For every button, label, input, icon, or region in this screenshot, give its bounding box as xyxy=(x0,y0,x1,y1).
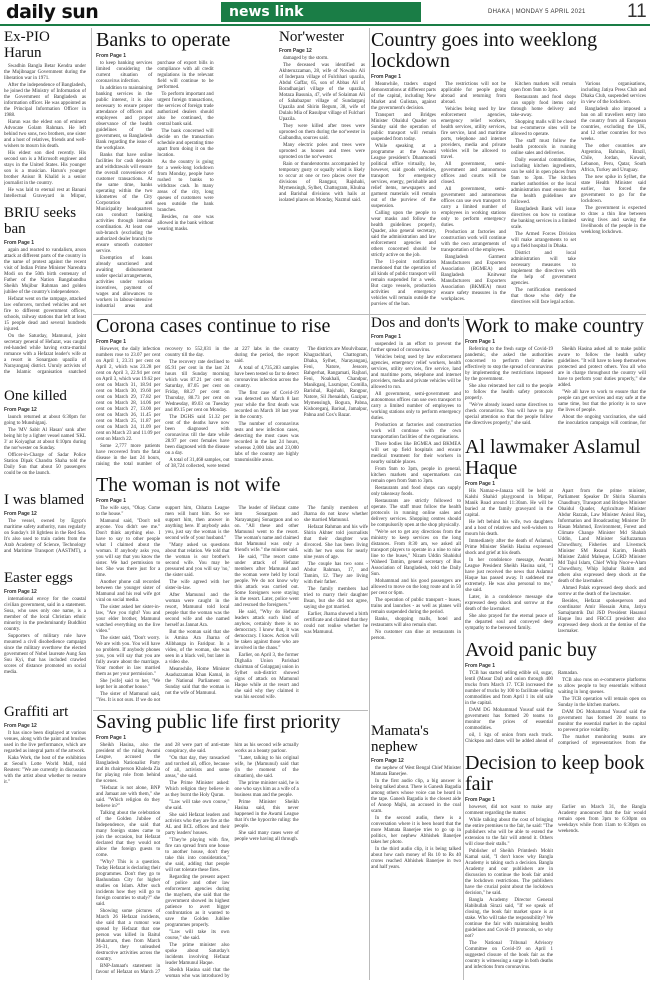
article-paragraph: The 'MV Sabit Al Hasan' sank after being hit by a lighter vessel named 'SKL 3' at Koiyaghat at about 6:10pm during the nor'wester on Sunday. xyxy=(4,427,86,451)
article-paragraph: In addition to maintaining banking services in the public interest, it is also necessary to ensure proper attendance of officers and employees and proper observance of the health guidelines of the government, so Bangladesh Bank regarding the issue of the workplace. xyxy=(96,86,153,151)
article-paragraph: She also prayed for the eternal peace of the departed soul and conveyed deep sympathy to the bereaved family. xyxy=(465,614,553,631)
article-paragraph: Banks that have online facilities for cash deposits and withdrawals will ensure the overall convenience of customer transactions. At the same time, banks operating within the two kilometres of the City Corporation and Municipality headquarters can conduct banking activities through internal coordination. At least one sub-branch (excluding the authorized dealer branch) to ensure smooth customer service. xyxy=(96,153,153,254)
article-paragraph: The restrictions will not be applicable for people going abroad and returning from abroad. xyxy=(441,82,506,105)
article-paragraph: Hefazat went on the rampage, attacked law enforcers, torched vehicles and set fire to different government offices, schools, railway stations that left at least 15 people dead and several hundreds injured. xyxy=(4,296,86,332)
article-paragraph: The couple has two sons - Abdur Rahman, 17, and Tamim, 12. They are living with their father. xyxy=(303,562,368,585)
article-paragraph: He said, "The resort came under attack of Hefazat members after Mamunul and the woman were held by local people. We do not know why this attack was carried out. Some foreigners were staying in the resort. Later, police went and rescued the foreigners." xyxy=(234,555,299,608)
article-paragraph: Meanwhile, traders staged demonstrations at different parts of the capital, including New Market and Gulistan, against the government's decision. xyxy=(371,82,436,111)
section-banner: news link xyxy=(221,2,421,22)
article-headline: Mamata's nephew xyxy=(371,724,429,755)
article-paragraph: She [wife] said to her, "We kept her in another house." xyxy=(96,679,161,690)
article-paragraph: To perform important and urgent foreign transactions, the services of foreign trade authorized dealers should also be continued, the central bank said. xyxy=(157,92,214,127)
article-paragraph: to keep banking services limited considering the current situation of coronavirus infection. xyxy=(96,61,153,84)
jump-label: From Page 1 xyxy=(465,481,496,487)
page-number: 11 xyxy=(627,1,647,22)
article-paragraph: Rain or thunderstorms accompanied by temporary gusty or squally wind is likely to occur at one or two places over the divisions of Rangpur, Rajshahi, Mymensingh, Sylhet, Chattogram, Khulna and Barishal divisions with hails at isolated places on Monday, Nazmul said. xyxy=(279,161,365,203)
column-rule xyxy=(369,28,370,980)
article-headline: Ex-PIO Harun xyxy=(4,30,50,61)
article-paragraph: After the independence of Bangladesh, he joined the Ministry of Information of the Government of Bangladesh as information officer. He was appointed as the Principal Information Officer in 1988. xyxy=(4,82,86,118)
article-body xyxy=(371,82,646,312)
article-body xyxy=(4,731,86,980)
jump-label: From Page 1 xyxy=(465,339,496,345)
article-graffiti xyxy=(4,705,86,980)
jump-label: From Page 12 xyxy=(4,406,37,413)
article-headline: Nor'wester xyxy=(279,30,345,45)
article-paragraph: Production at factories and construction work will continue with the own arrangements of transportation of the employees. xyxy=(441,230,506,253)
article-paragraph: Sheikh Hasina said that the woman who was introduced by him as his second wife actually works as a beauty parlour. xyxy=(165,743,299,979)
article-paragraph: Shopping malls will be closed but e-commerce sites will be allowed to operate. xyxy=(511,120,576,137)
article-paragraph: however, did not want to make any comment regarding the matter. xyxy=(465,805,553,816)
article-headline: I was blamed xyxy=(4,493,84,508)
article-paragraph: She also reiterated her call to the people to follow the health safety protocols properly. xyxy=(465,384,553,401)
article-headline: One killed xyxy=(4,389,67,404)
article-paragraph: Production at factories and construction work will continue with the own transportation facilities of the organisations. xyxy=(371,422,461,440)
article-easter-eggs xyxy=(4,571,86,701)
article-paragraph: Vehicles being used by law enforcement agencies, emergency relief workers, health services, utility services, fire service, land and maritime ports, telephone and internet providers, media and private vehicles will be allowed to travel. xyxy=(441,107,506,160)
article-paragraph: TCB also runs on e-commerce platforms to allow people to buy essentials without waiting in long queues. xyxy=(558,678,646,695)
article-paragraph: Prime Minister Sheikh Hasina said, this never happened in the Awami League that it's the hypocrite ruling: the people. xyxy=(234,800,299,829)
article-paragraph: "We've already issued some directives to check coronavirus. You will have to pay special attention so that the people follow the directives properly," she said. xyxy=(465,403,553,426)
article-corona xyxy=(96,316,368,472)
article-paragraph: Meanwhile, Home Minister Asaduzzaman Khan Kamal, in the National Parliament on Sunday said that the woman is not the wife of Mamunul. xyxy=(165,667,230,696)
article-paragraph: The government is expected to draw a thin line between saving lives and saving the livelihoods of the people in the weeklong lockdown. xyxy=(581,206,646,235)
article-paragraph: From 9am to 3pm, people in general, kitchen markets and supermarkets can remain open from 9am to 3pm. xyxy=(371,466,461,484)
newspaper-logo: daily sun xyxy=(6,1,99,23)
article-paragraph: BNP-Jamaat's statement in favour of Hefazat on March 27 and 28 were part of anti-state conspiracy, she said. xyxy=(96,743,230,975)
article-paragraph: The family members of Jharna do not know whether she married Mamunul. xyxy=(303,506,368,523)
article-paragraph: DAM DG Mohammad Yousuf said the government has formed 20 teams to monitor the essential market in the capital to prevent price volatility. xyxy=(558,710,646,733)
article-panic-buy xyxy=(465,640,646,750)
jump-label: From Page 1 xyxy=(371,333,402,340)
article-paragraph: She said Hefazat leaders and activists who they are fire at the AL and BCL offices and their party leaders' houses. xyxy=(165,813,230,836)
article-norwester xyxy=(279,30,365,314)
article-headline: Dos and don'ts xyxy=(371,316,460,331)
article-body xyxy=(96,506,368,709)
article-body xyxy=(4,519,86,565)
article-paragraph: Bangladesh Garment Manufacturers and Exporters Association (BGMEA) and Bangladesh Knitwear Manufacturers and Exporters Association (BKMEA) must ensure safety measures in the workplaces. xyxy=(441,255,506,302)
article-paragraph: He was laid to eternal rest at Banani Intellectual Graveyard in Mirpur, xyxy=(4,187,86,199)
jump-label: From Page 1 xyxy=(371,74,402,80)
article-paragraph: His Namaz-e-Janaza will be held at Kalshi Shahid playground in Mirpur, Manik Road around 11:30am. He will be buried at the family graveyard in the capital. xyxy=(465,489,553,518)
article-paragraph: Hefazat Rahman and his wife Shirin Akhter told journalists that their daughter was divorced. She has been living with her two sons for nearly nine years of age. xyxy=(303,525,368,560)
article-paragraph: The 11-point notification mentioned that the operation of all kinds of public transport will remain suspended for a week. But cargo vessels, production activities and emergency vehicles will remain outside the purview of the ban. xyxy=(371,260,436,307)
article-paragraph: oil, 1 kgs of onion from each truck. Chickpea and dates will be added ahead of Ramadan. xyxy=(465,671,579,744)
article-mamata xyxy=(371,724,461,980)
article-paragraph: Later, in a condolence message she expressed deep shock and sorrow at the death of the lawmaker. xyxy=(465,595,553,612)
jump-label: From Page 1 xyxy=(96,735,127,741)
article-headline: The woman is not wife xyxy=(96,475,281,496)
article-paragraph: international envoy for the coastal civilian government, said in a statement. Sosa, who uses only one name, is a member of the local Christian ethnic minority in the predominantly Buddhist country. xyxy=(4,596,86,632)
article-paragraph: All government, semi-government and autonomous offices can use own transport to carry a limited number of employees to working stations only to perform emergency duties. xyxy=(371,391,461,421)
article-paragraph: About the ongoing vaccination, she said the inoculation campaign will continue, for xyxy=(558,415,646,426)
article-paragraph: The deceased was identified as Akhteruzzaman, 28, wife of Nowabu Ali of Inderpara village of Fulchhari upazila, Abdul Gaffar, 65, son of Abbas Ali of Boradhanjari village of the upazila, Motaza Basunia, 47, wife of Solaiman Ali of Sahabazpur village of Sundarganj Upazila and Shirin Begum, 38, wife of Dulalu Mia of Rasulpur village of Fulchari Upazila. xyxy=(279,62,365,122)
article-headline: Easter eggs xyxy=(4,571,73,586)
article-paragraph: The districts are Moulvibazar, Khagrachhari, Chattogram, Dhaka, Sylhet, Narayanganj, Feni, Natore, Jessore, Bahgerhat, Rangamati, Rajbari, Feni, Noakhali, Chandpur, Manikganj, Laxmipur, Comilla, Barishal, Rajshahi, Rangpur, Natore, Sil Jhenaidah, Gazipur, Mymensingh, Bogura, Pabna, Kishoreganj, Barisal, Jamalpur, Pabna and Cox's Bazar. xyxy=(303,347,368,418)
article-paragraph: Publisher of Sheikh Printdesh Mohit Kamal said, "I don't know why Bangla Academy is taking such a decision. Bangla Academy and our publishers are in discussion to continue the book fair amid the lockdown restrictions. The publishers have the crucial point about the lockdown decision," he said. xyxy=(465,849,553,896)
jump-label: From Page 1 xyxy=(96,339,127,345)
article-paragraph: In the third audio clip, it is being talked about how cash money of Rs 10 to Rs 40 crores reached Abhishek Banerjee in two and half years. xyxy=(371,846,461,870)
article-paragraph: All government, semi-government and autonomous offices can use own transport to carry a limited number of employees in working stations only to perform emergency duties. xyxy=(441,187,506,228)
article-paragraph: Sheikh Hasina asked all to make public aware to follow the health safety guidelines. "It will have to keep themselves protected and protect others. You all who are in charge throughout the country will have to perform your duties properly," she added. xyxy=(558,347,646,388)
article-body xyxy=(371,342,461,721)
article-body xyxy=(96,743,368,980)
article-paragraph: The sister asked her sister-in-law, "Are you right? You and your elder brother, Mamunul watched everything on the live video." xyxy=(96,605,161,634)
article-paragraph: The first case of Covid-19 was detected on March 8 last year while the first death was recorded on March 18 last year in the country. xyxy=(234,391,299,420)
article-paragraph: Kaka Work, the host of the exhibition at Seoul's Lotte World Mall, told Reuters: "We are currently in discussion with the artist about whether to restore it." xyxy=(4,755,86,785)
article-paragraph: She said many cases were of people were having all through. xyxy=(234,831,299,842)
article-paragraph: "Hefazat is not alone, BNP and Jamaat are with them," she said. "Which religion do they believe in?" xyxy=(96,786,161,809)
jump-label: From Page 12 xyxy=(4,588,37,595)
header-rule xyxy=(0,24,650,26)
article-book-fair xyxy=(465,753,646,980)
article-paragraph: Earlier on March 31, the Bangla Academy announced that the fair would remain open from 3pm to 6:30pm on weekdays while from 11am to 6:30pm on weekends. xyxy=(558,805,646,834)
article-paragraph: The wife agreed with her sister-in-law. xyxy=(165,580,230,591)
jump-label: From Page 1 xyxy=(465,797,496,803)
article-paragraph: Regarding the present aspect of police and other law enforcement agencies during the mayhem, she said that the government showed its highest patience to avert bigger confrontation as it wanted to save the Golden Jubilee programmes properly. xyxy=(165,875,230,928)
article-paragraph: Some 2,777 more patients have recovered from the fatal disease in the last 24 hours, raising the total number of recovery to 552,031 in the country till the day. xyxy=(96,347,230,467)
article-paragraph: The sister of Mamunul said, "Yes. It is not ours. If we do not support him, Chhatra League men will hunt him. So we support him, then answer in anything here. If anybody asks you, just say the woman is the second wife of your husband." xyxy=(96,506,230,703)
article-headline: Work to make country xyxy=(465,316,644,337)
article-paragraph: Restaurants and food shops can supply only takeaway foods. xyxy=(371,485,461,497)
article-lockdown xyxy=(371,30,646,312)
article-paragraph: The leader of Hefazat came into Sonargaon and Narayanganj Sonargaon and so on. "All these and other Mamunul went to the resort. The woman's name and claimed that Mamunul was only a friend's wife." the minister said. xyxy=(234,506,299,553)
article-paragraph: The vessel, owned by Egypt's maritime safety authority, runs regularly on Sunday's 18 lightless in the Red Sea. It's also used to train cadets from the Arab Academy of Science, Technology and Maritime Transport (AASTMT), a xyxy=(4,518,86,554)
article-paragraph: No customer can dine at restaurants in person. xyxy=(371,629,461,641)
article-paragraph: Referring to the fresh surge of Covid-19 pandemic, she asked the authorities concerned to perform their duties effectively to stop the spread of coronavirus by implementing the restrictions imposed by the government. xyxy=(465,347,553,382)
article-paragraph: His eldest son died recently. His second son is a Microsoft engineer and stays in the United States. His younger son is a musician. Harun's younger brother Anisur R Khalid is a senior journalist in the country. xyxy=(4,150,86,186)
article-paragraph: Another phone call recorded between the younger sister of Mamunul and his real wife got viral on social media. xyxy=(96,580,161,603)
article-woman xyxy=(96,475,368,709)
article-body xyxy=(279,56,365,314)
article-dos-donts xyxy=(371,316,461,721)
article-paragraph: "Law will take own course," she said. xyxy=(165,800,230,811)
article-work-nation xyxy=(465,316,646,434)
article-headline: Graffiti art xyxy=(4,705,69,720)
article-body xyxy=(465,671,646,750)
article-headline: Avoid panic buy xyxy=(465,640,597,661)
article-body xyxy=(371,766,461,980)
article-paragraph: Restaurants and food shops can supply food items only through home delivery and take-away. xyxy=(511,95,576,118)
article-paragraph: It has since been displayed at various venues, along with the paint and brushes used in the live performance, which are regarded as integral parts of the artwork. xyxy=(4,730,86,754)
article-headline: Saving public life first priority xyxy=(96,712,341,733)
article-paragraph: After Mamunul and the woman were caught in the resort, Mamunul told local people that the woman was the second wife and she named herself as Jannat Ara. xyxy=(165,593,230,628)
jump-label: From Page 12 xyxy=(4,510,37,517)
article-paragraph: The prime minister also spoke about Saturday's incidents involving Hefazat leader Mamunul Haque. xyxy=(165,943,230,966)
article-body xyxy=(4,64,86,202)
article-paragraph: While speaking at a programme at the Awami League president's Dhanmondi political office virtually, he, however, said goods vehicles, transport for emergency services, energy, perishable and relief items, newspapers and garment materials will remain out of the purview of the suspension. xyxy=(371,144,436,209)
article-banks xyxy=(96,30,275,314)
dateline: DHAKA | MONDAY 5 APRIL 2021 xyxy=(488,9,586,15)
article-headline: Al lawmaker Aslamul Haque xyxy=(465,437,641,479)
article-body xyxy=(465,347,646,434)
article-paragraph: "Why? This is a question. Today Hefazat is declaring their programmes. Don't they go to Bashundara City for higher studies on Islam. After such incidents how they will go to foreign countries to study?" she said. xyxy=(96,860,161,907)
jump-label: From Page 12 xyxy=(279,47,312,54)
article-paragraph: In the second audio, there is a conversation where it is been heard that the more Mamata Banerjee tries to go up in politics, her nephew Abhishek Banerjee takes her photo. xyxy=(371,815,461,845)
article-paragraph: Various organisations, including Jatiya Press Club and Dhaka Club, suspended services in view of the lockdown. xyxy=(581,82,646,105)
article-paragraph: The Armed Forces Division will make arrangements to set up a field hospital in Dhaka. xyxy=(511,232,576,249)
article-headline: Corona cases continue to rise xyxy=(96,316,331,337)
article-paragraph: He left behind his wife, two daughters and a host of relatives and well-wishers to mourn his death. xyxy=(465,520,553,537)
article-paragraph: Mamunul said, "Don't tell anyone. You didn't see me." Don't think anything else. I have to say to other people what I claimed about the woman. If anybody asks you, you will say that you know the sister. We had permission to her. She was there just for a time. xyxy=(96,519,161,578)
article-body xyxy=(465,805,646,980)
article-paragraph: The Prime Minister asked: Which religion they believe in as they burnt the Holy Quran. xyxy=(165,781,230,798)
article-paragraph: Kitchen markets will remain open from 9am to 3pm. xyxy=(511,82,576,93)
article-paragraph: Daily essential commodities, including kitchen ingredients, can be sold in open places from 9am to 3pm. The kitchen market authorities or the local administration must ensure that the health guidelines are followed. xyxy=(511,158,576,205)
article-paragraph: A total of 4,735,283 samples have been tested so far to detect coronavirus infection across the country. xyxy=(234,366,299,389)
article-paragraph: The notification mentioned that those who defy the directives will face legal action. xyxy=(511,288,576,305)
article-paragraph: TCB has started selling edible oil, sugar, lentil (Masur Dal) and onion through 400 trucks from March 17. TCB increased the number of trucks by 100 to facilitate selling commodities and from April 1 its old sale in the capital. xyxy=(465,671,553,706)
article-saving-life xyxy=(96,712,368,980)
article-paragraph: Calling upon the people to wear masks and follow the health guidelines properly, Quader, also general secretary, said the administration and law enforcement agencies and others concerned should be strictly active on the job. xyxy=(371,211,436,258)
article-paragraph: Besides, no one was allowed in the bank without wearing masks. xyxy=(157,215,214,232)
article-paragraph: The staff must follow the health protocols in running online sales and deliveries. xyxy=(511,139,576,156)
article-paragraph: Sheikh Hasina, also the president of the ruling Awami League, accused the Bangladesh Nationalist Party and its chairperson Khaleda Zia for playing role from behind the scenes. xyxy=(96,743,161,784)
article-body xyxy=(4,248,86,385)
article-paragraph: Bangladesh also imposed a ban on all travellers entry into the country from all European countries, excluding the UK, and 12 other countries for two weeks. xyxy=(581,107,646,142)
article-paragraph: On the Saturday, Mamunul, joint secretary general of Hefazat, was caught red-handed while having extra-marital romance with a Hefazat leader's wife at a resort in Sonargaon upazila of Narayanganj district. Unruly activists of the Islamic organisation snatched xyxy=(4,333,86,375)
article-headline: Banks to operate xyxy=(96,30,231,51)
article-paragraph: The operation of public transport - buses, trains and launches - as well as planes will remain suspended during the period. xyxy=(371,597,461,615)
article-paragraph: Many electric poles and trees were uprooted as houses and trees were uprooted on the nor'wester. xyxy=(279,142,365,160)
article-paragraph: Earlier, Jharna showed a birth certificate and claimed that they could not realise whether he was Mamunul. xyxy=(303,612,368,635)
article-paragraph: Harun was the eldest son of eminent Advocate Golam Rahman. He left behind two sons, two brothers, one sister and a host of relatives, friends and well-wishers to mourn his death. xyxy=(4,119,86,149)
article-paragraph: suspended in an effort to prevent the further spread of coronavirus. xyxy=(371,341,461,353)
article-paragraph: Vehicles being used by law enforcement agencies, emergency relief workers, health services, utility services, fire service, land and maritime ports, telephone and internet providers, media and private vehicles will be allowed to run. xyxy=(371,354,461,390)
article-paragraph: The DGHS said 51.32 per cent of the deaths have now been diagnosed with coronavirus till the date while 28.97 per cent females have been diagnosed with the disease on a day. xyxy=(165,415,230,456)
article-paragraph: The number of coronavirus tests and new infection cases, detecting the most cases was recorded in the last 24 hours, whereas 2,000 labs and 23,000 labs of the country are highly transmissible areas. xyxy=(234,422,299,463)
article-paragraph: damaged by the storm. xyxy=(283,55,329,61)
article-paragraph: "They're playing with fire, fire can spread from one house to another house, don't they take this into consideration," she said, adding that people will not tolerate these fires. xyxy=(165,838,230,873)
column-rule xyxy=(463,316,464,980)
article-paragraph: Banks, shopping malls, hotel and restaurants will also remain shut. xyxy=(371,616,461,628)
article-paragraph: The sister said, "Don't worry. We are with you. You will have no problem. If anybody phones you, you will say that you are fully aware about the marriage. Your mother in law married them as per your permission." xyxy=(96,636,161,677)
article-briu xyxy=(4,206,86,385)
jump-label: From Page 1 xyxy=(96,498,127,504)
article-paragraph: In her condolence message, Awami League President Sheikh Hasina said, "I have just received the news that Aslamul Haque has passed away. It saddened me extremely. He was also personal to me," she said. xyxy=(465,558,553,593)
section-rule xyxy=(93,314,646,315)
article-paragraph: "Many asked us questions about that relation. We told that the woman is our brother's second wife. You may be pressured and you will say 'no,' the sister said. xyxy=(165,543,230,578)
article-paragraph: As the country is going for a week-long lockdown from Monday, people have rushed to banks to withdraw cash. In many areas of the city, long queues of customers were seen outside the bank branches. xyxy=(157,160,214,213)
article-paragraph: However, the daily infection numbers rose to 23.07 per cent on April 1, 23.31 per cent on April 2, which was 23.28 per cent on April 3, 22.94 per cent on April 3, which was 19.62 per cent on March 31, 18.94 per cent on March 30, 19.60 per cent on March 29, 17.82 per cent on March 28, 14.06 per cent on March 27, 13.00 per cent on March 26, 11.45 per cent on March 25, 11.87 per cent on March 24, 11.09 per cent on March 23 and 11.09 per cent on March 22. xyxy=(96,347,161,442)
article-paragraph: The National Tribunal Advisory Committee on Covid-19 on April 1 suggested closure of the book fair as the country is witnessing a surge in both deaths and infections from coronavirus. xyxy=(465,941,553,970)
article-body xyxy=(96,61,275,314)
article-paragraph: The prime minister said, he is one who says him as a wife of a business man and the people. xyxy=(234,781,299,798)
article-paragraph: The family members had tried to marry their daughter Ihsan, but she did not agree, saying she got married. xyxy=(303,587,368,610)
article-paragraph: Transport and Bridges Minister Obaidul Quader on Sunday said the operation of public transport will remain suspended from today. xyxy=(371,113,436,142)
article-paragraph: The other countries are Argentina, Bahrain, Brazil, Chile, Jordan, Kuwait, Lebanon, Peru, Qatar, South Africa, Turkey and Uruguay. xyxy=(581,144,646,173)
article-paragraph: Besides, Hefazat spokesperson and coordinator Amir Hossain Amu, Jatiya Samajtantrik Dal JSD President Hasanul Haque Inu and FBCCI president also expressed deep shock at the demise of the lawmaker. xyxy=(558,599,646,634)
article-paragraph: Showing some pictures of March 26 Hefazat incidents, she said that a rumour was spread by Hefazat that one person was killed in Baitul Mukarram, then from March 26-31, they unleashed destructive activities across the country. xyxy=(96,909,161,962)
article-paragraph: "We all have to work to ensure that the people can get services and stay safe at the same time, but that the priority is to save the lives of people. xyxy=(558,390,646,413)
article-one-killed xyxy=(4,389,86,489)
article-paragraph: "Later, talking to his original wife, he (Mamunul) said that (in the moment of the situation), she said. xyxy=(234,756,299,779)
jump-label: From Page 1 xyxy=(465,663,496,669)
article-paragraph: Immediately after the death of Aslamul, Prime Minister Sheikh Hasina expressed shock and grief at his death. xyxy=(465,539,553,556)
article-paragraph: DAM DG Mohammad Yousuf said the government has formed 20 teams to monitor the prices of essential commodities. xyxy=(465,708,553,731)
article-headline: Decision to keep book fair xyxy=(465,753,645,795)
article-body xyxy=(4,415,86,489)
article-paragraph: District and local administration will take necessary measures to implement the directives with the help of government agencies. xyxy=(511,251,576,286)
jump-label: From Page 1 xyxy=(96,53,127,59)
article-paragraph: The wife says, "Okay. Come to the house." xyxy=(96,506,161,517)
article-paragraph: The market monitoring teams are comprised of representatives from the xyxy=(558,735,646,746)
article-paragraph: The bank concerned will decide on the transaction schedule and operating time apart from doing it on the location. xyxy=(157,129,214,158)
masthead xyxy=(0,0,650,24)
article-paragraph: "Law will take its own course," she said. xyxy=(165,930,230,941)
article-body xyxy=(96,347,368,472)
article-paragraph: Swadhin Bangla Betar Kendra under the Mujibnagar Government during the liberation war in 1971. xyxy=(4,63,86,81)
article-was-blamed xyxy=(4,493,86,565)
article-paragraph: All government, semi-government and autonomous offices and courts will be closed. xyxy=(441,162,506,185)
article-paragraph: Exemption of loans already sanctioned and awaiting disbursement under special arrangements, activities under various incentives, payment of wages and allowances to workers in labour-intensive industrial areas and purchase of export bills in compliance with all credit regulations in the relevant field will continue to be performed. xyxy=(96,61,214,309)
jump-label: From Page 1 xyxy=(4,239,35,246)
article-paragraph: "On that day, they ransacked and torched all, office, because of all, activists and some areas," she said. xyxy=(165,756,230,779)
article-paragraph: Bangladesh Bank will issue directives on how to continue the banking services in a limited scale. xyxy=(511,207,576,230)
article-paragraph: launch returned at about 6:30pm for going to Munshiganj. xyxy=(4,414,86,426)
article-paragraph: A total of 31,468 samples, out of 38,724 collected, were tested at 227 labs in the country during the period, the report said. xyxy=(165,347,299,469)
article-lawmaker xyxy=(465,437,646,637)
article-body xyxy=(4,597,86,701)
article-paragraph: Earlier, on April 3, the former Dighalia Union Parishad chairman of Golapganj union in Sylhet sub-district showed signs of attack on Mamunul Haque while at the resort and she said why they claimed it was his second wife. xyxy=(234,653,299,700)
article-paragraph: Apart from the prime minister, Parliament Speaker Dr Shirin Sharmin Chaudhury, Transport and Bridges Minister Obaidul Quader, Agriculture Minister Abdur Razzak, Law Minister Anisul Huq, Information and Broadcasting Minister Dr Hasan Mahmud, Environment, Forest and Climate Change Minister Md Shahab Uddin, Land Minister Saifuzzaman Chowdhury, Fisheries and Livestock Minister SM Rezaul Karim, Health Minister Zahid Maleque, LGRD Minister Md Tajul Islam, Chief Whip Noor-e-Alam Chowdhury, Whip Iqbalur Rahim and others also expressed deep shock at the death of the lawmaker. xyxy=(558,489,646,584)
article-headline: Country goes into weeklong lockdown xyxy=(371,30,598,72)
article-paragraph: "We're set to get any directions from the ministry to keep services on the long distances. From 8:30 am, we asked all transport players to operate in a nine to nine line to the buses," Nizam Uddin Shahidul Waheed Tamim, general secretary of Bus Association of Bangladesh, told the Daily Sun. xyxy=(371,529,461,577)
jump-label: From Page 12 xyxy=(4,722,37,729)
article-paragraph: Mohammad and his good passengers are allowed to move on the long route and in 50 per cent or 6pm. xyxy=(371,578,461,596)
column-rule xyxy=(91,28,92,980)
article-headline: BRIU seeks ban xyxy=(4,206,77,237)
article-paragraph: The TCB operation will remain open on Sunday in the kitchen markets. xyxy=(558,697,646,708)
article-paragraph: again and reacted to vandalism, arson attack at different parts of the country in the name of protest against the recent visit of Indian Prime Minister Narendra Modi on the 50th birth centenary of Father of the Nation Bangabandhu Sheikh Mujibur Rahman and golden jubilee of the country's independence. xyxy=(4,247,86,295)
article-paragraph: Officer-in-Charge of Sadar Police Station Dipak Chandra Shaha told the Daily Sun that about 50 passengers could be on the launch. xyxy=(4,452,86,476)
article-ex-pio xyxy=(4,30,86,202)
article-paragraph: Bangla Academy Director General Habibullah Sirazi said, "If we speak of closing, the book fair market space is at stake. Who will take the responsibility? We continue the fair with maintaining health guidelines and Covid-19 protocols, so why not? xyxy=(465,898,553,939)
article-paragraph: In the first audio clip, a big answer is being talked about. There is Ganesh Bagadia among others whose voice can be heard in the tape. Ganesh Bagadia is the closest aide of Anoop Majhi, an accused in the coal scam. xyxy=(371,778,461,814)
article-paragraph: the nephew of West Bengal Chief Minister Mamata Banerjee. xyxy=(371,765,461,777)
article-paragraph: But the woman said that she is Amina Ara Jharna of Alibhanga in Faridpur. In a video, of the woman, she was seen in a black veil, but later in a video she. xyxy=(165,630,230,665)
article-paragraph: There bodies like BGMEA and BKMEA will set up field hospitals and ensure medical treatment for their workers in nearby suitable places. xyxy=(371,441,461,465)
article-paragraph: He said, "Why do Hefazat leaders attack such kind of anyhow, certainly there is no democracy. I know that, it was democracy. I know. Action will be taken against those who are involved in the chaos." xyxy=(234,610,299,651)
article-paragraph: Ahmed Palak expressed deep shock and sorrow at the death of the lawmaker. xyxy=(558,586,646,597)
article-paragraph: The recovery rate declined to 85.91 per cent in the last 24 hours till Sunday morning which was 87.21 per cent on Saturday, 87.05 per cent on Friday, 88.27 per cent on Thursday, 88.73 per cent on Wednesday, 89.03 on Tuesday and 89.15 per cent on Monday. xyxy=(165,360,230,413)
article-paragraph: Supporters of military rule have mounted a civil disobedience campaign since the military overthrew the elected government of Nobel laureate Aung San Suu Kyi, that has included crawled scores of distance promoted on social media. xyxy=(4,633,86,675)
article-paragraph: The new spike in Sylhet, the state Health Minister said earlier, has forced the government to go for the lockdown. xyxy=(581,175,646,204)
article-paragraph: They were killed after trees were uprooted on them during the nor'wester in Gaibandha, sources said. xyxy=(279,123,365,141)
article-paragraph: Talking about the celebration of the Golden Jubilee of Independence, she said that many foreign states came to join the occasion, but Hefazat declared that they would not allow the foreign guests to come. xyxy=(96,811,161,858)
jump-label: From Page 12 xyxy=(371,757,404,764)
article-paragraph: While talking about the cost of bringing the entire premises to the fair, he said: "The publishers who will be able to extend the extension to the fair will attend it. Others will close their stalls." xyxy=(465,818,553,847)
section-rule xyxy=(93,710,368,711)
article-body xyxy=(465,489,646,637)
article-paragraph: Restaurants are strictly followed to operate. The staff must follow the health protocols in running online sales and delivery services. Shopping centres should be compulsorily open at the shop physically. xyxy=(371,498,461,528)
